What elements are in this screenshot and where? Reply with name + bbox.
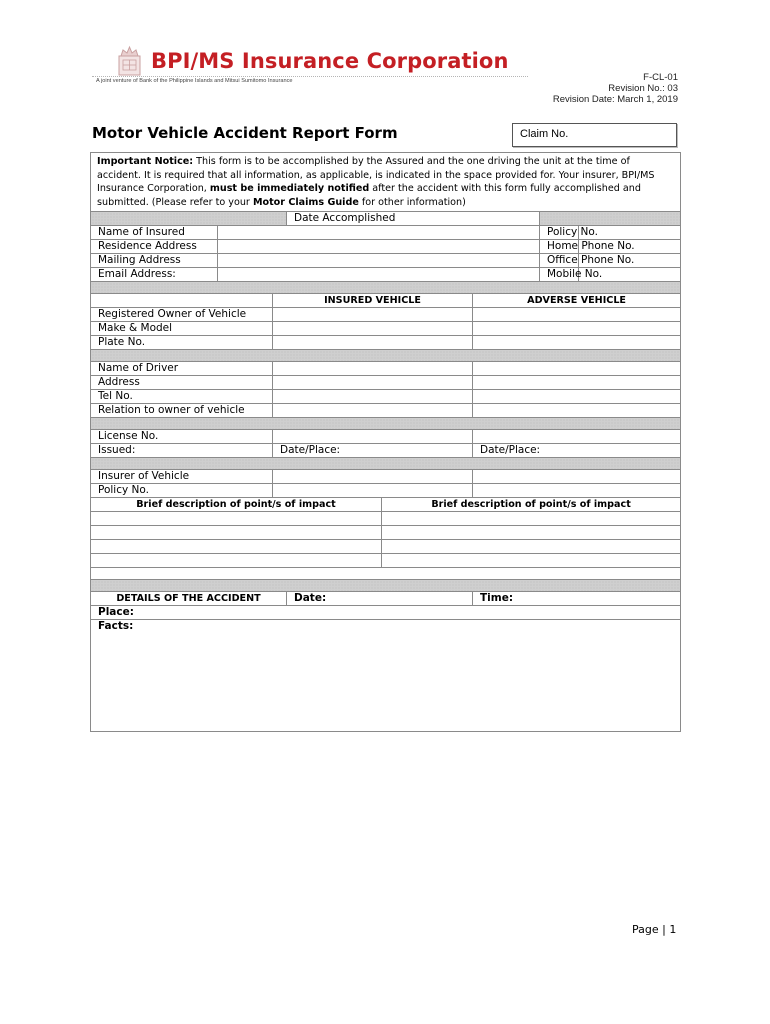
notice-text-1: This form is to be accomplished by the Assured and the one driving the unit at the time of accident. It is required that all information, as applicable, is indicated in the space provided for. Your insurer, BPI/MS Insurance Corporation,	[97, 156, 655, 195]
notice-text-3: for other information)	[358, 196, 466, 208]
insured-impact-line[interactable]	[91, 512, 382, 526]
insured-relation-field[interactable]	[273, 404, 473, 418]
make-model-label: Make & Model	[91, 322, 273, 336]
adverse-relation-field[interactable]	[473, 404, 681, 418]
insured-vehicle-header: INSURED VEHICLE	[273, 294, 473, 308]
insured-impact-header: Brief description of point/s of impact	[91, 498, 382, 512]
section-separator	[91, 418, 681, 430]
date-accomplished-label: Date Accomplished	[287, 212, 540, 226]
adverse-registered-owner-field[interactable]	[473, 308, 681, 322]
shaded-cell	[540, 212, 681, 226]
adverse-plate-no-field[interactable]	[473, 336, 681, 350]
adverse-impact-line[interactable]	[382, 540, 681, 554]
relation-to-owner-label: Relation to owner of vehicle	[91, 404, 273, 418]
accident-facts-field[interactable]: Facts:	[91, 620, 681, 732]
company-tagline: A joint venture of Bank of the Philippine Islands and Mitsui Sumitomo Insurance	[96, 78, 293, 84]
adverse-make-model-field[interactable]	[473, 322, 681, 336]
insured-insurer-field[interactable]	[273, 470, 473, 484]
header-divider	[92, 76, 528, 77]
accident-details-header: DETAILS OF THE ACCIDENT	[91, 592, 287, 606]
insured-impact-line[interactable]	[91, 540, 382, 554]
registered-owner-label: Registered Owner of Vehicle	[91, 308, 273, 322]
important-notice	[91, 153, 681, 212]
notice-emphasis-1: must be immediately notified	[209, 183, 370, 195]
driver-name-label: Name of Driver	[91, 362, 273, 376]
home-phone-label: Home Phone No.	[540, 240, 579, 254]
adverse-issued-date-place-field[interactable]: Date/Place:	[473, 444, 681, 458]
insured-make-model-field[interactable]	[273, 322, 473, 336]
insured-impact-line[interactable]	[91, 526, 382, 540]
form-title: Motor Vehicle Accident Report Form	[92, 124, 398, 142]
plate-no-label: Plate No.	[91, 336, 273, 350]
section-separator	[91, 282, 681, 294]
adverse-vehicle-policy-field[interactable]	[473, 484, 681, 498]
adverse-driver-name-field[interactable]	[473, 362, 681, 376]
insured-plate-no-field[interactable]	[273, 336, 473, 350]
adverse-impact-line[interactable]	[382, 554, 681, 568]
insured-driver-name-field[interactable]	[273, 362, 473, 376]
adverse-insurer-field[interactable]	[473, 470, 681, 484]
revision-number: Revision No.: 03	[608, 83, 678, 94]
adverse-impact-line[interactable]	[382, 526, 681, 540]
residence-address-field[interactable]	[218, 240, 540, 254]
vehicle-policy-no-label: Policy No.	[91, 484, 273, 498]
section-separator	[91, 458, 681, 470]
license-no-label: License No.	[91, 430, 273, 444]
accident-date-field[interactable]: Date:	[287, 592, 473, 606]
revision-date: Revision Date: March 1, 2019	[552, 94, 678, 105]
insurer-of-vehicle-label: Insurer of Vehicle	[91, 470, 273, 484]
adverse-driver-address-field[interactable]	[473, 376, 681, 390]
section-separator	[91, 580, 681, 592]
company-name: BPI/MS Insurance Corporation	[151, 49, 509, 73]
shaded-cell	[91, 212, 287, 226]
adverse-impact-header: Brief description of point/s of impact	[382, 498, 681, 512]
adverse-vehicle-header: ADVERSE VEHICLE	[473, 294, 681, 308]
name-of-insured-label: Name of Insured	[91, 226, 218, 240]
adverse-driver-tel-field[interactable]	[473, 390, 681, 404]
mobile-no-label: Mobile No.	[540, 268, 579, 282]
name-of-insured-field[interactable]	[218, 226, 540, 240]
office-phone-label: Office Phone No.	[540, 254, 579, 268]
page-number: Page | 1	[632, 923, 677, 936]
mailing-address-field[interactable]	[218, 254, 540, 268]
driver-address-label: Address	[91, 376, 273, 390]
email-address-field[interactable]	[218, 268, 540, 282]
form-code: F-CL-01	[643, 72, 678, 83]
vehicle-label-column-header	[91, 294, 273, 308]
document-meta	[553, 72, 678, 105]
notice-label: Important Notice:	[97, 156, 194, 167]
blank-row	[91, 568, 681, 580]
company-crest-logo	[113, 45, 146, 78]
mailing-address-label: Mailing Address	[91, 254, 218, 268]
insured-driver-tel-field[interactable]	[273, 390, 473, 404]
email-address-label: Email Address:	[91, 268, 218, 282]
residence-address-label: Residence Address	[91, 240, 218, 254]
insured-impact-line[interactable]	[91, 554, 382, 568]
insured-license-no-field[interactable]	[273, 430, 473, 444]
adverse-impact-line[interactable]	[382, 512, 681, 526]
accident-time-field[interactable]: Time:	[473, 592, 681, 606]
accident-report-table	[90, 152, 681, 732]
insured-registered-owner-field[interactable]	[273, 308, 473, 322]
claim-number-field[interactable]	[512, 123, 677, 147]
issued-label: Issued:	[91, 444, 273, 458]
insured-vehicle-policy-field[interactable]	[273, 484, 473, 498]
policy-no-label: Policy No.	[540, 226, 579, 240]
insured-driver-address-field[interactable]	[273, 376, 473, 390]
notice-text-2: after the accident with this form fully accomplished and submitted. (Please refer to your	[97, 183, 641, 208]
insured-issued-date-place-field[interactable]: Date/Place:	[273, 444, 473, 458]
driver-tel-label: Tel No.	[91, 390, 273, 404]
section-separator	[91, 350, 681, 362]
adverse-license-no-field[interactable]	[473, 430, 681, 444]
claim-number-label: Claim No.	[520, 128, 569, 140]
accident-place-field[interactable]: Place:	[91, 606, 681, 620]
notice-emphasis-2: Motor Claims Guide	[252, 196, 359, 208]
